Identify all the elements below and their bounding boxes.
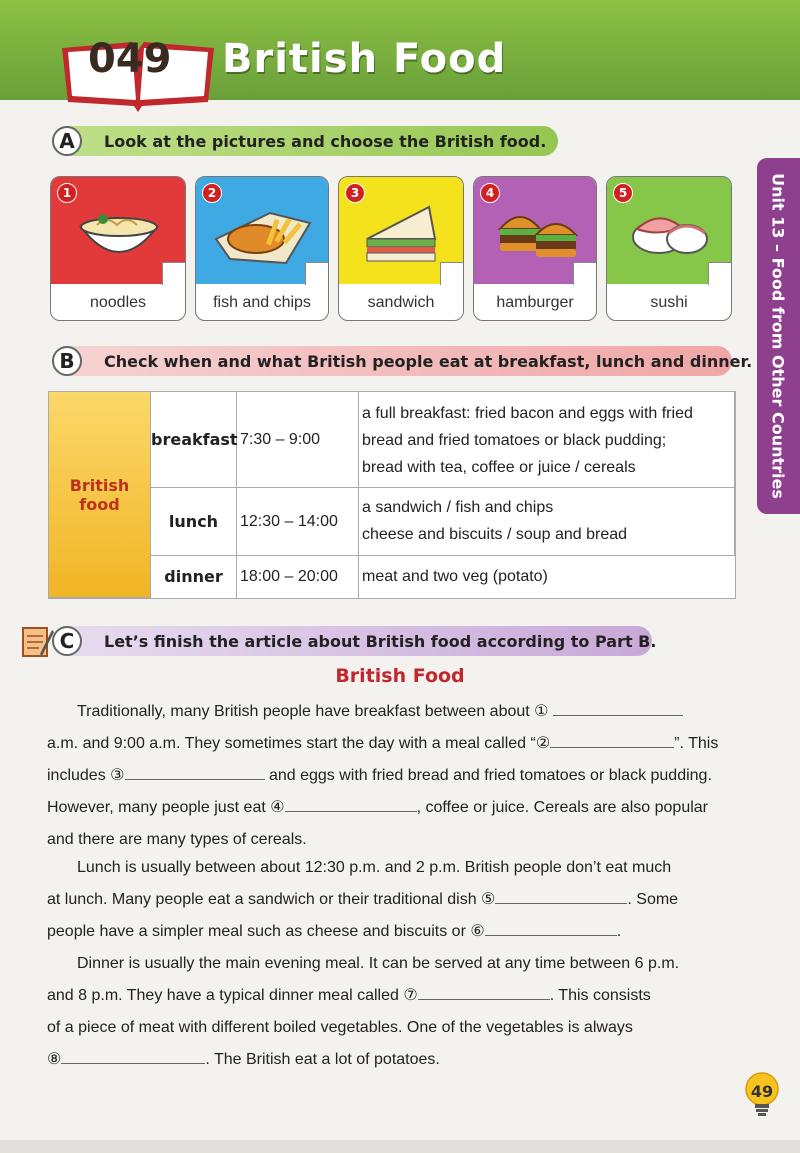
article-text: However, many people just eat ④: [47, 799, 285, 816]
noodle-bowl-icon: [77, 197, 161, 267]
page-title: British Food: [222, 36, 507, 82]
article-text: . The British eat a lot of potatoes.: [205, 1051, 440, 1068]
table-food-cell: [359, 556, 735, 598]
article-text: and 8 p.m. They have a typical dinner meal called ⑦: [47, 987, 418, 1004]
choice-checkbox[interactable]: [573, 262, 596, 285]
section-b-instruction: Check when and what British people eat at breakfast, lunch and dinner.: [104, 352, 753, 371]
food-card-sushi: [606, 176, 732, 321]
article-paragraph-1: [47, 696, 737, 856]
card-label: fish and chips: [213, 294, 311, 311]
article-text: a.m. and 9:00 a.m. They sometimes start the day with a meal called “②: [47, 735, 551, 752]
table-time-cell: 7:30 – 9:00: [237, 392, 359, 488]
article-text: ⑧: [47, 1051, 62, 1068]
card-label: hamburger: [496, 294, 574, 311]
table-meal-cell: lunch: [151, 488, 237, 556]
choice-checkbox[interactable]: [162, 262, 185, 285]
article-text: Dinner is usually the main evening meal. It can be served at any time between 6 p.m.: [77, 955, 680, 972]
article-paragraph-2: [47, 852, 737, 948]
article-text: . Some: [627, 891, 679, 908]
article-text: Lunch is usually between about 12:30 p.m. and 2 p.m. British people don’t eat much: [77, 859, 672, 876]
card-number: 1: [57, 183, 77, 203]
table-food-cell: [359, 488, 735, 556]
section-c-instruction: Let’s finish the article about British food according to Part B.: [104, 632, 657, 651]
food-line: cheese and biscuits / soup and bread: [362, 526, 628, 543]
table-meal-cell: breakfast: [151, 392, 237, 488]
writing-notepad-icon: [20, 624, 54, 660]
food-line: meat and two veg (potato): [362, 568, 548, 585]
sandwich-icon: [363, 199, 441, 265]
choice-checkbox[interactable]: [305, 262, 328, 285]
food-line: a full breakfast: fried bacon and eggs with fried: [362, 405, 693, 422]
answer-blank-6[interactable]: [485, 921, 617, 936]
section-b-letter: B: [52, 346, 82, 376]
table-food-cell: [359, 392, 735, 488]
table-category-cell: [49, 392, 151, 598]
food-line: bread and fried tomatoes or black pudding;: [362, 432, 667, 449]
article-title: British Food: [335, 665, 465, 687]
article-text: people have a simpler meal such as cheese and biscuits or ⑥: [47, 923, 485, 940]
table-time-cell: 12:30 – 14:00: [237, 488, 359, 556]
food-card-noodles: [50, 176, 186, 321]
article-text: at lunch. Many people eat a sandwich or their traditional dish ⑤: [47, 891, 496, 908]
food-card-sandwich: [338, 176, 464, 321]
card-number: 5: [613, 183, 633, 203]
card-label: sandwich: [367, 294, 435, 311]
hamburger-icon: [496, 205, 578, 263]
answer-blank-3[interactable]: [125, 765, 265, 780]
article-text: includes ③: [47, 767, 125, 784]
article-text: .: [616, 923, 622, 940]
card-number: 3: [345, 183, 365, 203]
article-text: of a piece of meat with different boiled vegetables. One of the vegetables is always: [47, 1019, 633, 1036]
table-meal-cell: dinner: [151, 556, 237, 598]
article-text: ”. This: [674, 735, 719, 752]
answer-blank-4[interactable]: [285, 797, 417, 812]
category-label-line: British: [69, 476, 130, 495]
page-edge: [0, 1140, 800, 1153]
meal-times-table: [48, 391, 736, 599]
section-a-instruction: Look at the pictures and choose the British food.: [104, 132, 547, 151]
sushi-icon: [629, 203, 711, 261]
answer-blank-2[interactable]: [550, 733, 674, 748]
answer-blank-8[interactable]: [61, 1049, 205, 1064]
article-text: , coffee or juice. Cereals are also popular: [416, 799, 708, 816]
food-line: a sandwich / fish and chips: [362, 499, 554, 516]
article-text: Traditionally, many British people have breakfast between about ①: [77, 703, 549, 720]
article-paragraph-3: [47, 948, 737, 1076]
food-line: bread with tea, coffee or juice / cereals: [362, 459, 636, 476]
lesson-number: 049: [88, 36, 172, 82]
food-card-fish-and-chips: [195, 176, 329, 321]
card-label: sushi: [650, 294, 688, 311]
table-time-cell: 18:00 – 20:00: [237, 556, 359, 598]
article-text: and there are many types of cereals.: [47, 831, 307, 848]
food-card-hamburger: [473, 176, 597, 321]
article-text: and eggs with fried bread and fried tomatoes or black pudding.: [268, 767, 712, 784]
section-a-banner: [52, 126, 558, 156]
answer-blank-1[interactable]: [553, 701, 683, 716]
section-b-banner: [52, 346, 753, 376]
unit-side-tab-label: Unit 13 – Food from Other Countries: [768, 173, 788, 499]
section-c-banner: [52, 626, 657, 656]
card-label: noodles: [89, 294, 147, 311]
choice-checkbox[interactable]: [708, 262, 731, 285]
section-c-letter: C: [52, 626, 82, 656]
fish-and-chips-icon: [210, 193, 316, 271]
card-number: 2: [202, 183, 222, 203]
answer-blank-5[interactable]: [495, 889, 627, 904]
category-label-line: food: [79, 495, 120, 514]
article-text: . This consists: [549, 987, 651, 1004]
page-number: 49: [750, 1082, 774, 1101]
answer-blank-7[interactable]: [418, 985, 550, 1000]
section-a-letter: A: [52, 126, 82, 156]
card-number: 4: [480, 183, 500, 203]
choice-checkbox[interactable]: [440, 262, 463, 285]
